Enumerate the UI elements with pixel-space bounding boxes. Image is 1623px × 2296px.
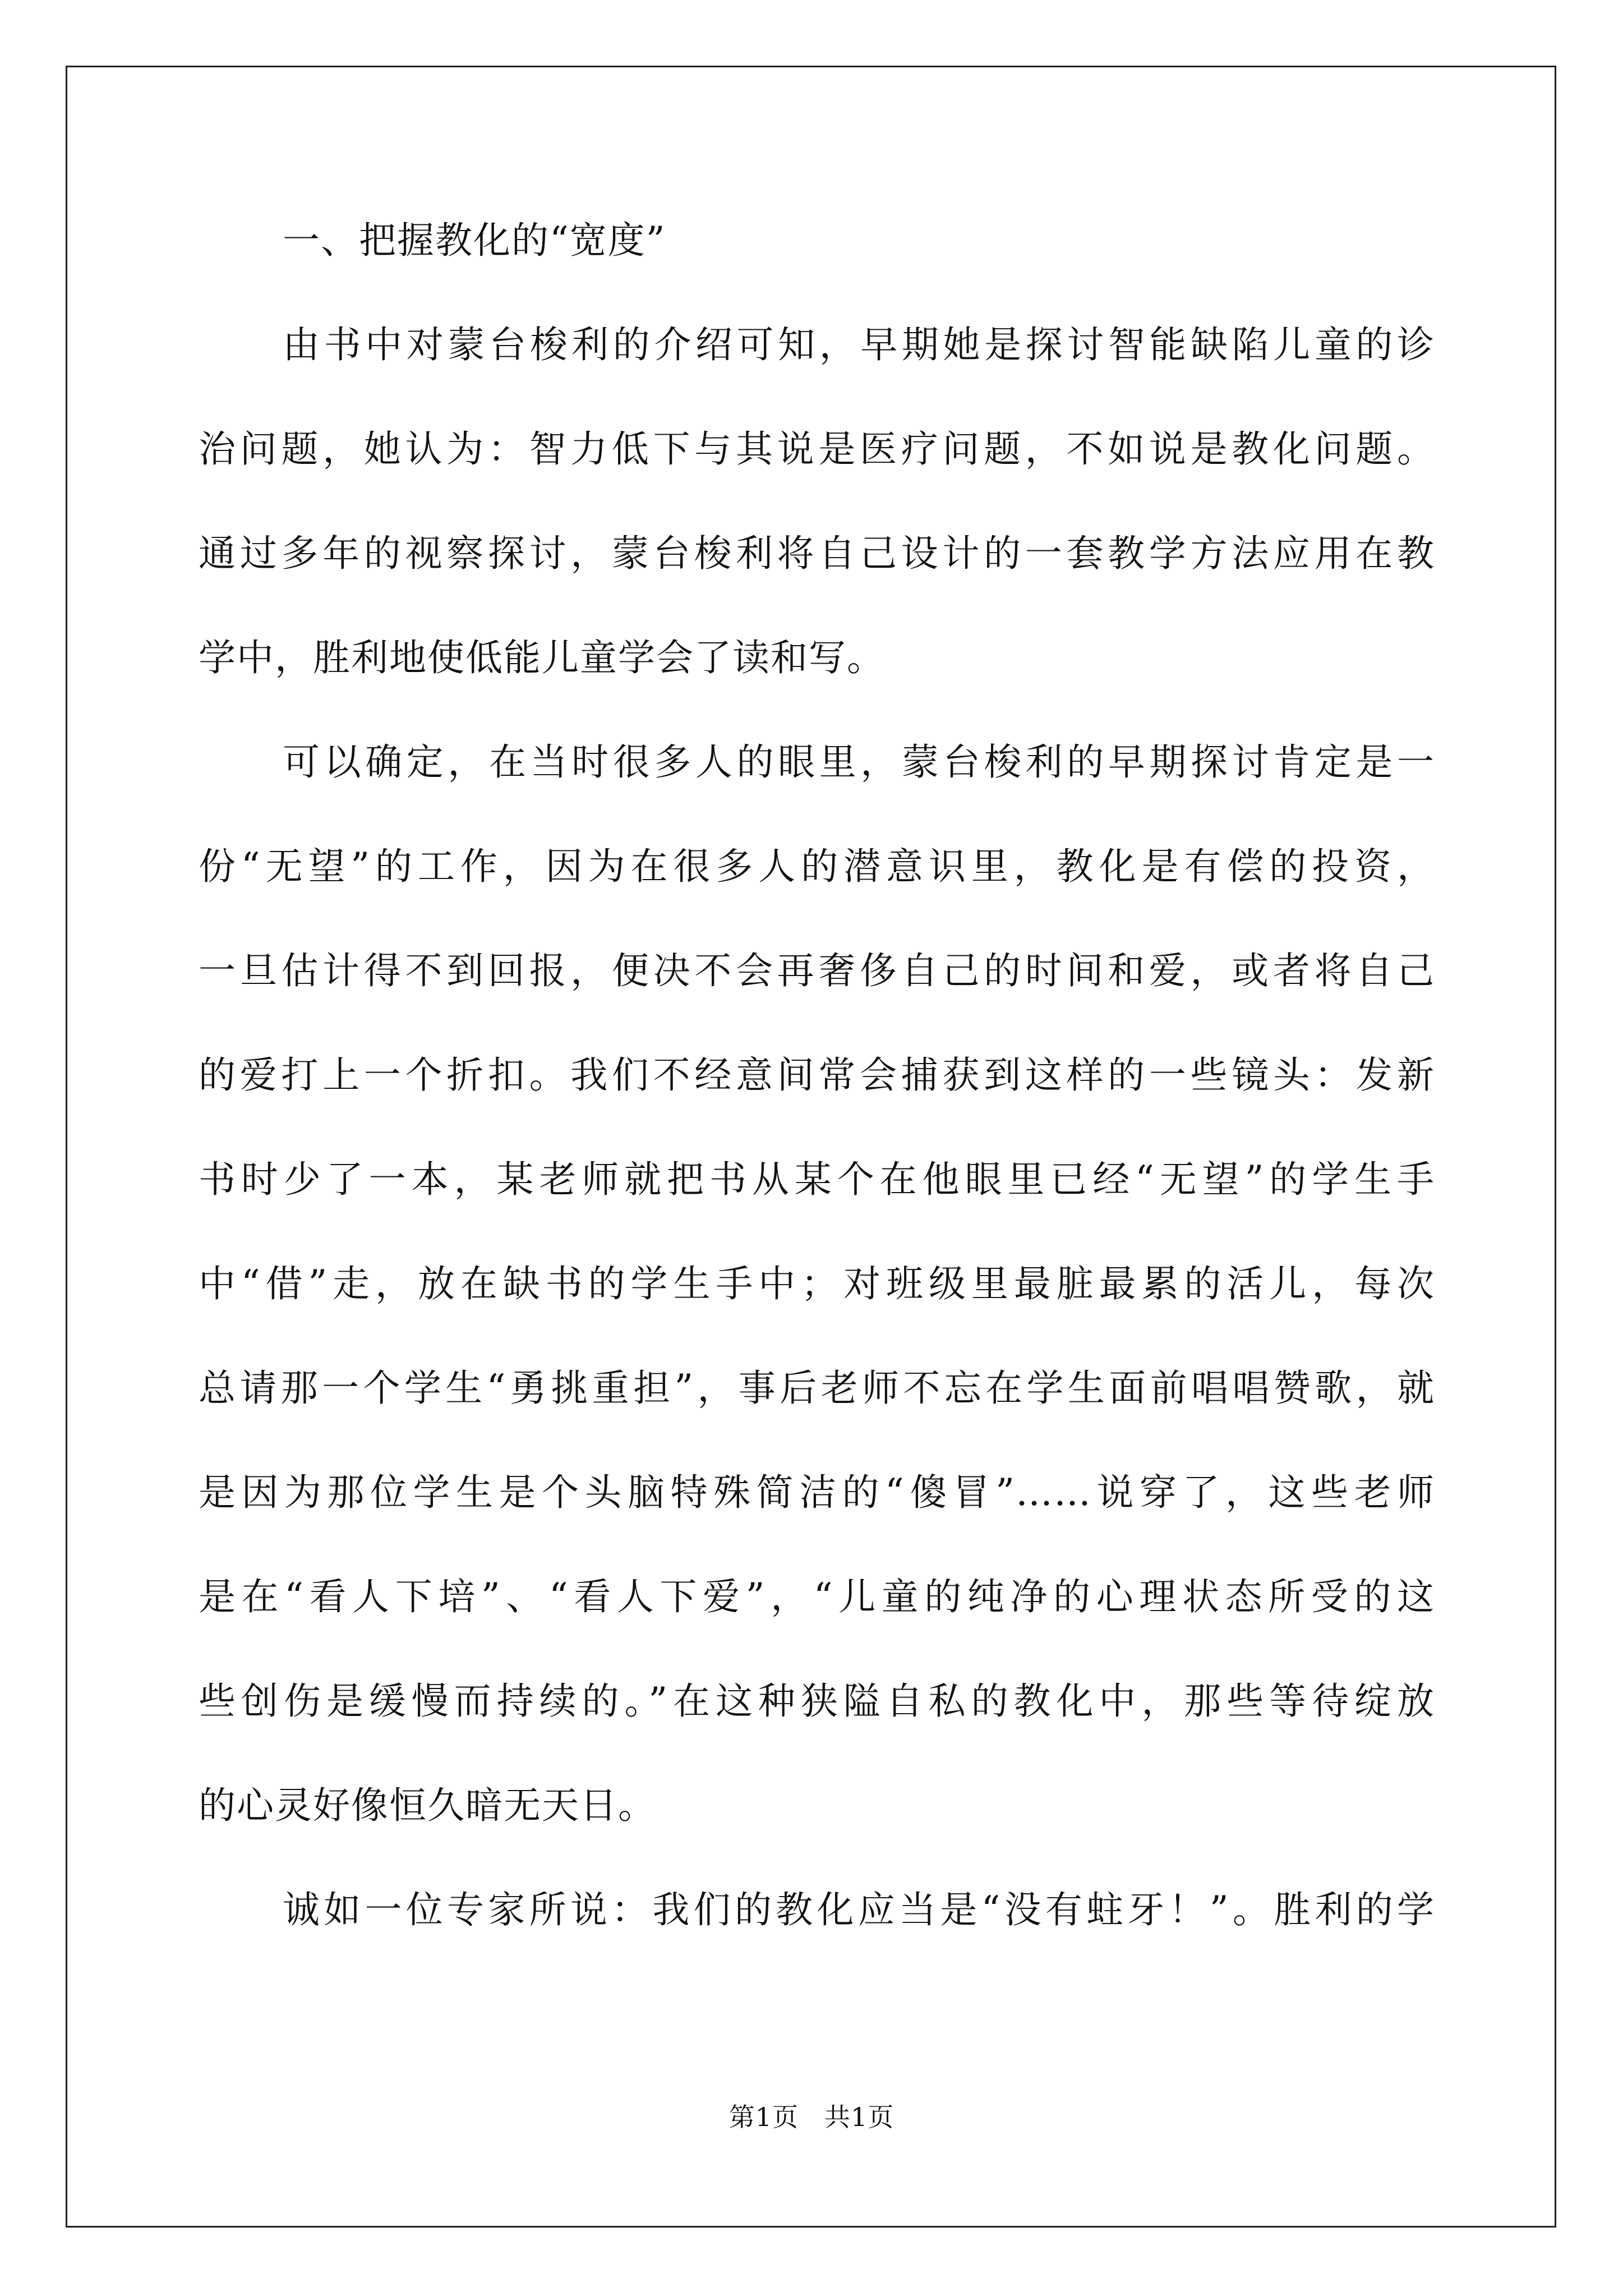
paragraph-line: 是因为那位学生是个头脑特殊简洁的“傻冒”……说穿了，这些老师	[199, 1471, 1435, 1514]
paragraph-line: 份“无望”的工作，因为在很多人的潜意识里，教化是有偿的投资，	[199, 845, 1435, 888]
paragraph-line: 的爱打上一个折扣。我们不经意间常会捕获到这样的一些镜头：发新	[199, 1053, 1435, 1097]
section-heading: 一、把握教化的“宽度”	[283, 219, 666, 262]
paragraph-line: 中“借”走，放在缺书的学生手中；对班级里最脏最累的活儿，每次	[199, 1262, 1435, 1305]
paragraph-line: 些创伤是缓慢而持续的。”在这种狭隘自私的教化中，那些等待绽放	[199, 1680, 1435, 1723]
paragraph-line: 通过多年的视察探讨，蒙台梭利将自己设计的一套教学方法应用在教	[199, 532, 1435, 575]
paragraph-line: 总请那一个学生“勇挑重担”，事后老师不忘在学生面前唱唱赞歌，就	[199, 1366, 1435, 1410]
paragraph-line: 治问题，她认为：智力低下与其说是医疗问题，不如说是教化问题。	[199, 427, 1435, 471]
paragraph-line: 一旦估计得不到回报，便决不会再奢侈自己的时间和爱，或者将自己	[199, 949, 1435, 992]
paragraph-line: 可以确定，在当时很多人的眼里，蒙台梭利的早期探讨肯定是一	[283, 740, 1435, 784]
paragraph-line: 由书中对蒙台梭利的介绍可知，早期她是探讨智能缺陷儿童的诊	[283, 323, 1435, 366]
paragraph-line: 书时少了一本，某老师就把书从某个在他眼里已经“无望”的学生手	[199, 1158, 1435, 1201]
paragraph-line: 的心灵好像恒久暗无天日。	[199, 1784, 656, 1827]
page-total: 共1页	[824, 2102, 895, 2132]
page-number: 第1页	[728, 2102, 799, 2132]
paragraph-line: 是在“看人下培”、“看人下爱”，“儿童的纯净的心理状态所受的这	[199, 1575, 1435, 1618]
paragraph-line: 学中，胜利地使低能儿童学会了读和写。	[199, 636, 885, 679]
paragraph-line: 诚如一位专家所说：我们的教化应当是“没有蛀牙！”。胜利的学	[283, 1888, 1435, 1931]
document-body	[199, 188, 1435, 1962]
page-footer	[0, 2100, 1623, 2134]
